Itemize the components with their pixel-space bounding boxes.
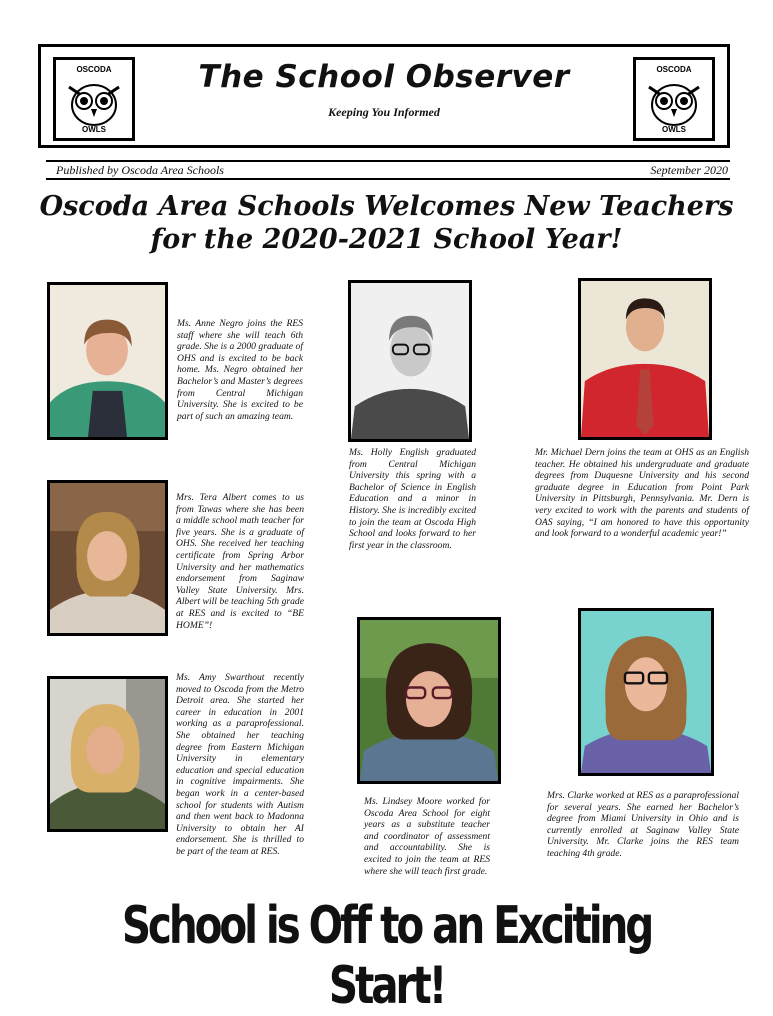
teacher-photo-dern [578,278,712,440]
bio-swarthout: Ms. Amy Swarthout recently moved to Oscoda from the Metro Detroit area. She started her career in education in 2001 working as a paraprofessional. She obtained her teaching degree from Eastern Michigan University in elementary education and special education in cognitive impairments. She began work in a center-based school for students with Autism and then went back to Madonna University to obtain her AI endorsement. She is thrilled to be part of the team at RES. [176,672,304,857]
teacher-photo-moore [357,617,501,784]
teacher-photo-negro [47,282,168,440]
bio-dern: Mr. Michael Dern joins the team at OHS as an English teacher. He obtained his undergraduate and graduate degrees from Duquesne University and his second graduate degree in Education from Point Park University in Pittsburgh, Pennsylvania. Mr. Dern is very excited to work with the parents and students of OAS saying, “I am honored to have this opportunity and look forward to a wonderful academic year!” [535,447,749,540]
owls-logo-right [633,57,715,141]
publisher-line: Published by Oscoda Area Schools [56,163,224,177]
bio-negro: Ms. Anne Negro joins the RES staff where she will teach 6th grade. She is a 2000 graduate of OHS and is excited to be back home. Ms. Negro obtained her Bachelor’s and Master’s degrees from Central Michigan University. She is excited to be part of such an amazing team. [177,318,303,422]
headline-line-1: Oscoda Area Schools Welcomes New Teachers [39,191,734,222]
publication-bar [46,160,730,180]
logo-bottom-text: OWLS [662,125,686,134]
newsletter-tagline: Keeping You Informed [328,105,440,119]
masthead [38,44,730,148]
teacher-photo-swarthout [47,676,168,832]
bio-moore: Ms. Lindsey Moore worked for Oscoda Area School for eight years as a substitute teacher and coordinator of assessment and accountability. She is excited to join the team at RES where she will teach first grade. [364,796,490,877]
headline-line-2: for the 2020-2021 School Year! [150,224,623,255]
logo-bottom-text: OWLS [82,125,106,134]
bio-english: Ms. Holly English graduated from Central Michigan University this spring with a Bachelor of Science in English Education and a minor in History. She is incredibly excited to join the team at Oscoda High School and looks forward to her first year in the classroom. [349,447,476,551]
teacher-photo-albert [47,480,168,636]
newsletter-title: The School Observer [198,59,570,95]
logo-top-text: OSCODA [656,65,692,74]
owl-icon [641,73,707,129]
logo-top-text: OSCODA [76,65,112,74]
teacher-photo-clarke [578,608,714,776]
bio-albert: Mrs. Tera Albert comes to us from Tawas where she has been a middle school math teacher for five years. She is a graduate of OHS. She received her teaching certificate from Spring Arbor University and her mathematics endorsement from Saginaw Valley State University. Mrs. Albert will be teaching 5th grade at RES and is excited to “BE HOME”! [176,492,304,631]
teacher-photo-english [348,280,472,442]
closing-banner: School is Off to an Exciting Start! [121,896,652,1016]
issue-date: September 2020 [650,163,728,177]
main-headline [0,190,773,256]
bio-clarke: Mrs. Clarke worked at RES as a paraprofessional for several years. She earned her Bachelor’s degree from Miami University in Ohio and is currently enrolled at Saginaw Valley State University. Mr. Clarke joins the RES team teaching 4th grade. [547,790,739,859]
